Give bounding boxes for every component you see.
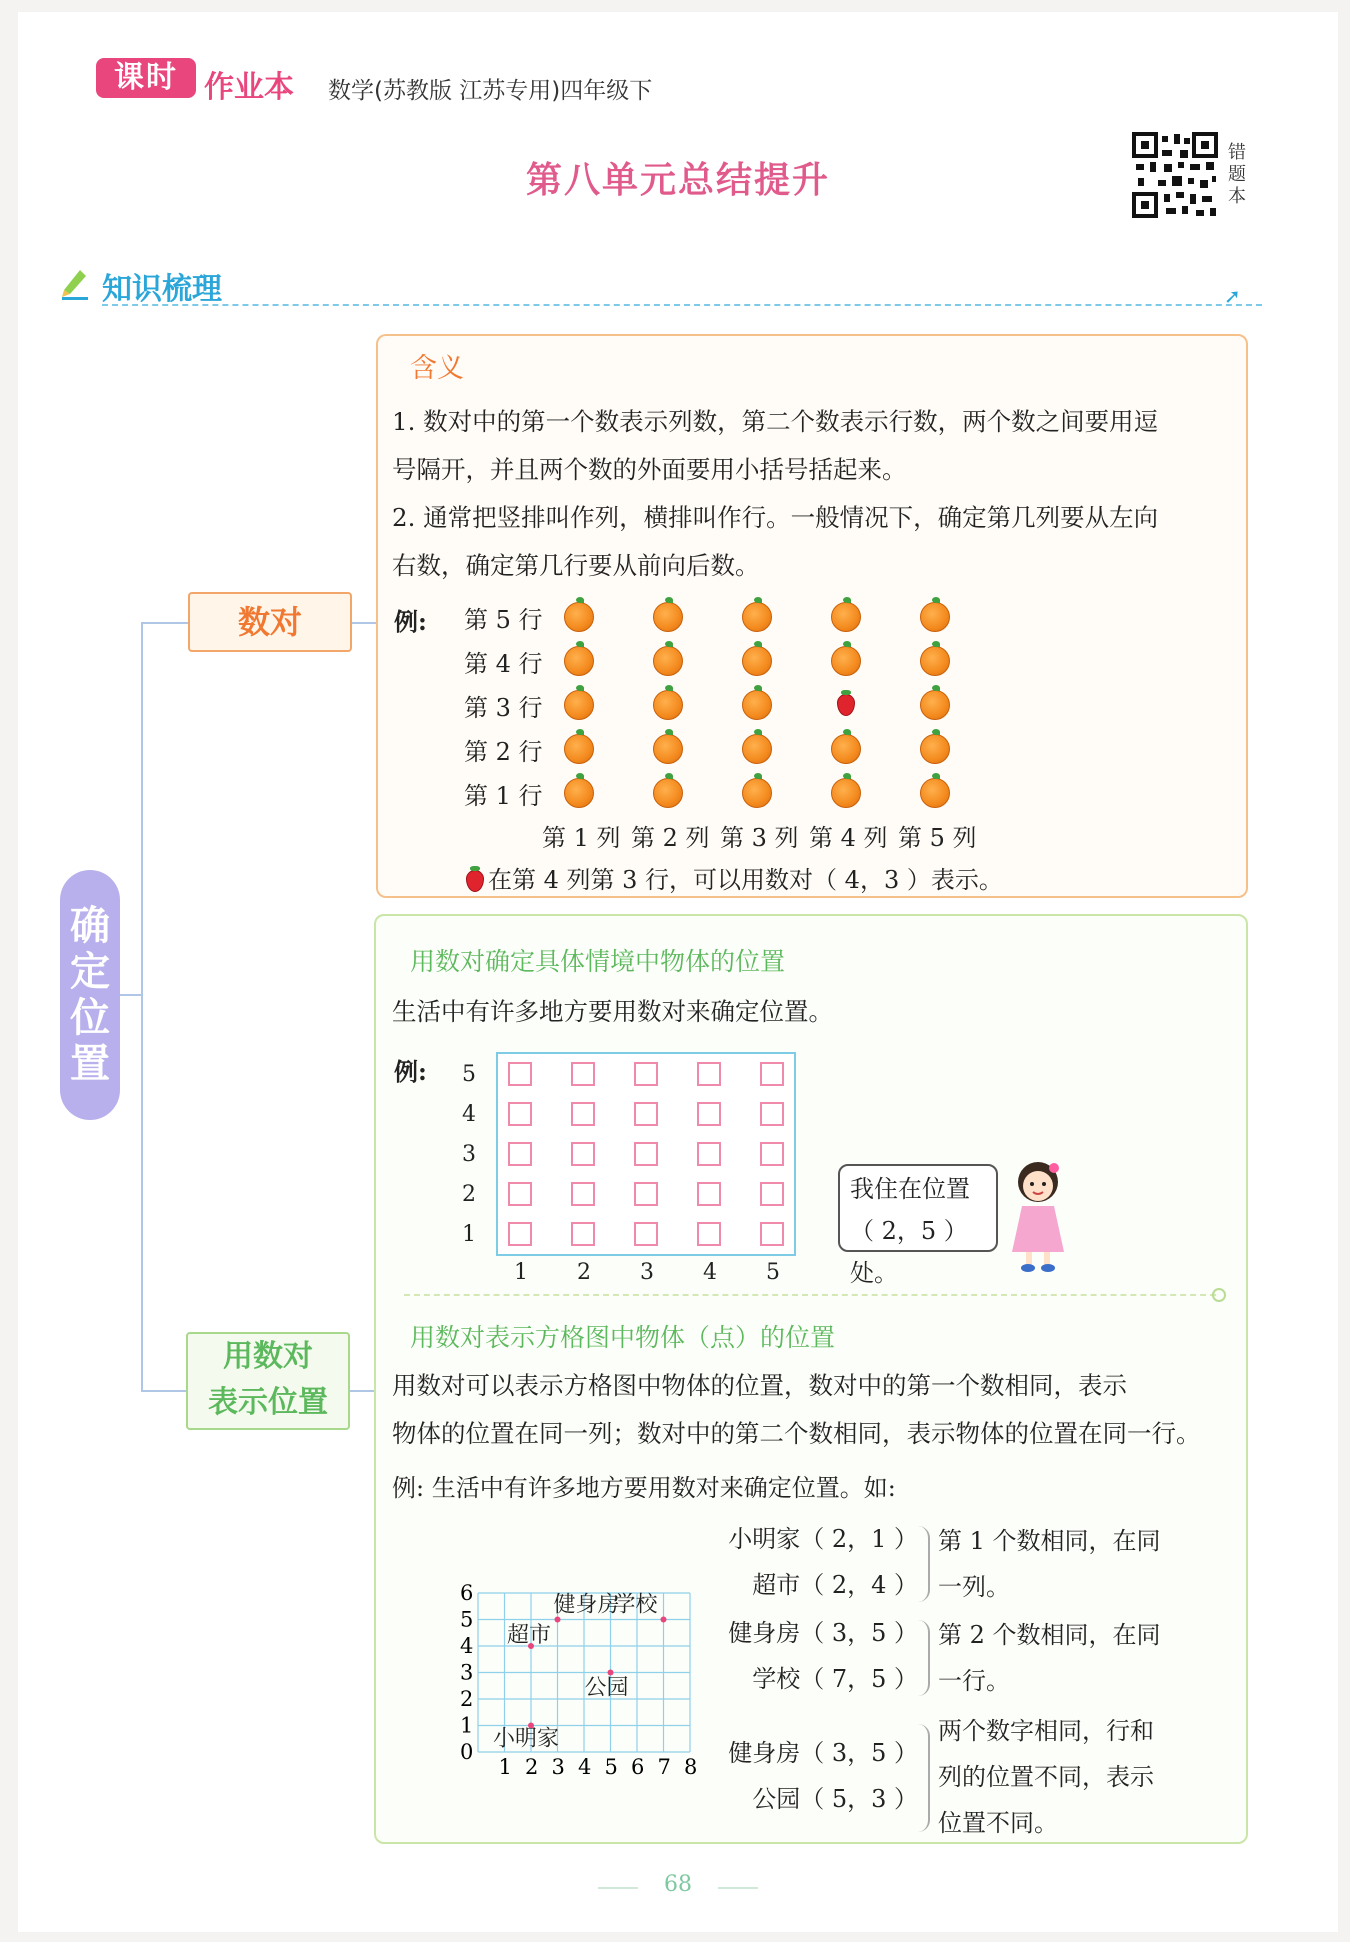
x-tick-label: 6: [631, 1755, 645, 1779]
seat-row-number: 4: [462, 1102, 476, 1127]
seat-cell: [697, 1222, 721, 1246]
y-tick-label: 0: [460, 1740, 474, 1764]
seat-cell: [760, 1222, 784, 1246]
seat-cell: [634, 1142, 658, 1166]
situation-example-label: 例:: [394, 1057, 427, 1086]
meaning-note: 在第 4 列第 3 行，可以用数对（ 4，3 ）表示。: [488, 866, 1003, 894]
orange-icon: [742, 690, 772, 720]
pair1-b: 超市（ 2，4 ）: [752, 1571, 918, 1599]
page: [18, 12, 1338, 1932]
orange-icon: [653, 646, 683, 676]
orange-icon: [564, 734, 594, 764]
note-group-3: [938, 1708, 1154, 1846]
situation-subtitle: 用数对确定具体情境中物体的位置: [410, 947, 786, 976]
tree-branch-pos: [141, 1390, 187, 1392]
point-label: 小明家: [493, 1726, 560, 1752]
seat-cell: [760, 1062, 784, 1086]
seat-cell: [508, 1062, 532, 1086]
bubble-line1: 我住在位置: [850, 1175, 970, 1203]
section-title: 知识梳理: [102, 272, 222, 307]
seat-cell: [697, 1142, 721, 1166]
orange-icon: [742, 734, 772, 764]
node-pos-line2: 表示位置: [208, 1385, 328, 1420]
orange-icon: [653, 778, 683, 808]
x-tick-label: 8: [684, 1755, 698, 1779]
seat-cell: [760, 1142, 784, 1166]
qr-code-icon[interactable]: [1130, 130, 1220, 220]
x-tick-label: 3: [551, 1755, 565, 1779]
orange-icon: [653, 602, 683, 632]
orange-icon: [920, 690, 950, 720]
orange-icon: [831, 778, 861, 808]
seat-cell: [697, 1062, 721, 1086]
x-tick-label: 5: [604, 1755, 618, 1779]
seat-column-number: 3: [640, 1260, 654, 1285]
orange-icon: [831, 646, 861, 676]
y-tick-label: 2: [460, 1687, 474, 1711]
brace-3: [918, 1724, 930, 1832]
seat-row-number: 3: [462, 1142, 476, 1167]
seat-cell: [760, 1102, 784, 1126]
pair2-note1: 第 2 个数相同，在同: [938, 1621, 1161, 1649]
seat-cell: [571, 1182, 595, 1206]
book-info: 数学(苏教版 江苏专用)四年级下: [328, 78, 653, 104]
bubble-line2: （ 2，5 ）处。: [850, 1217, 968, 1287]
orange-icon: [742, 602, 772, 632]
page-number-line-right: [718, 1887, 758, 1889]
meaning-para2-line2: 右数，确定第几行要从前向后数。: [392, 551, 760, 580]
row-label: 第 2 行: [464, 738, 543, 766]
separator-end-dot: [1212, 1288, 1226, 1302]
seat-cell: [697, 1182, 721, 1206]
seat-cell: [571, 1222, 595, 1246]
seat-cell: [634, 1062, 658, 1086]
orange-icon: [564, 646, 594, 676]
node-number-pair: 数对: [188, 592, 352, 652]
seat-cell: [571, 1102, 595, 1126]
speech-bubble: [838, 1164, 998, 1287]
pair-group-2: [718, 1610, 918, 1702]
meaning-subtitle: 含义: [410, 353, 464, 384]
point-marker: [661, 1617, 667, 1623]
grid-subtitle: 用数对表示方格图中物体（点）的位置: [410, 1323, 836, 1352]
point-label: 学校: [613, 1592, 658, 1618]
y-tick-label: 4: [460, 1634, 474, 1658]
note-group-1: [938, 1518, 1161, 1610]
x-tick-label: 7: [657, 1755, 671, 1779]
row-label: 第 3 行: [464, 694, 543, 722]
seat-cell: [634, 1102, 658, 1126]
tree-branch-grid: [346, 1390, 374, 1392]
grid-para-line1: 用数对可以表示方格图中物体的位置，数对中的第一个数相同，表示: [392, 1371, 1127, 1400]
grid-text: [392, 1362, 1242, 1458]
pair3-note3: 位置不同。: [938, 1809, 1058, 1837]
meaning-para1-line2: 号隔开，并且两个数的外面要用小括号括起来。: [392, 455, 907, 484]
seat-row-number: 5: [462, 1062, 476, 1087]
seat-column-number: 5: [766, 1260, 780, 1285]
point-label: 公园: [584, 1675, 629, 1701]
pair2-note2: 一行。: [938, 1667, 1010, 1695]
node-pos-line1: 用数对: [223, 1339, 313, 1374]
pair1-note1: 第 1 个数相同，在同: [938, 1527, 1161, 1555]
seat-column-number: 2: [577, 1260, 591, 1285]
orange-icon: [920, 734, 950, 764]
meaning-text: [392, 398, 1232, 590]
orange-icon: [742, 778, 772, 808]
column-label: 第 5 列: [898, 824, 977, 852]
pair1-a: 小明家（ 2，1 ）: [728, 1525, 918, 1553]
orange-icon: [920, 602, 950, 632]
tree-trunk: [141, 622, 143, 1392]
tree-connector: [120, 994, 142, 996]
column-label: 第 4 列: [809, 824, 888, 852]
pair3-a: 健身房（ 3，5 ）: [728, 1739, 918, 1767]
pencil-icon: [58, 264, 94, 300]
orange-icon: [831, 734, 861, 764]
seat-column-number: 1: [514, 1260, 528, 1285]
pair3-note1: 两个数字相同，行和: [938, 1717, 1154, 1745]
seat-column-number: 4: [703, 1260, 717, 1285]
brace-2: [918, 1620, 930, 1696]
seat-row-number: 2: [462, 1182, 476, 1207]
pair2-a: 健身房（ 3，5 ）: [728, 1619, 918, 1647]
y-tick-label: 6: [460, 1581, 474, 1605]
note-group-2: [938, 1612, 1161, 1704]
seat-cell: [508, 1142, 532, 1166]
y-tick-label: 1: [460, 1713, 474, 1738]
meaning-para1-line1: 1. 数对中的第一个数表示列数，第二个数表示行数，两个数之间要用逗: [392, 407, 1159, 436]
row-label: 第 4 行: [464, 650, 543, 678]
orange-icon: [564, 778, 594, 808]
pair3-b: 公园（ 5，3 ）: [752, 1785, 918, 1813]
coordinate-chart: [438, 1552, 728, 1792]
meaning-para2-line1: 2. 通常把竖排叫作列，横排叫作行。一般情况下，确定第几列要从左向: [392, 503, 1159, 532]
orange-icon: [653, 690, 683, 720]
meaning-example-label: 例:: [394, 607, 427, 636]
orange-icon: [564, 690, 594, 720]
x-tick-label: 1: [498, 1755, 512, 1779]
orange-icon: [742, 646, 772, 676]
tree-branch-pair: [141, 622, 189, 624]
node-represent-position: [186, 1332, 350, 1430]
column-label: 第 3 列: [720, 824, 799, 852]
column-label: 第 1 列: [542, 824, 621, 852]
seat-row-number: 1: [462, 1222, 476, 1247]
y-tick-label: 3: [460, 1660, 474, 1685]
seat-cell: [571, 1142, 595, 1166]
mindmap-root: 确定位置: [60, 870, 120, 1120]
pair-group-3: [718, 1730, 918, 1822]
row-label: 第 5 行: [464, 606, 543, 634]
girl-illustration: [1004, 1154, 1074, 1274]
divider-end-icon: ➚: [1224, 284, 1241, 308]
brand-name: 作业本: [204, 70, 294, 105]
x-tick-label: 4: [578, 1755, 592, 1779]
seat-cell: [571, 1062, 595, 1086]
seat-cell: [508, 1222, 532, 1246]
seat-cell: [697, 1102, 721, 1126]
grid-example-line: 例: 生活中有许多地方要用数对来确定位置。如:: [392, 1474, 896, 1502]
brand-badge: 课时: [96, 58, 196, 98]
seat-cell: [760, 1182, 784, 1206]
orange-icon: [831, 602, 861, 632]
point-label: 健身房: [553, 1592, 620, 1618]
seat-cell: [508, 1182, 532, 1206]
point-label: 超市: [507, 1623, 552, 1648]
column-label: 第 2 列: [631, 824, 710, 852]
grid-para-line2: 物体的位置在同一列；数对中的第二个数相同，表示物体的位置在同一行。: [392, 1419, 1201, 1448]
pair1-note2: 一列。: [938, 1573, 1010, 1601]
row-label: 第 1 行: [464, 782, 543, 810]
page-number: 68: [664, 1872, 692, 1897]
y-tick-label: 5: [460, 1607, 474, 1632]
seat-cell: [634, 1222, 658, 1246]
x-tick-label: 2: [525, 1755, 539, 1779]
section-separator: [404, 1294, 1216, 1296]
unit-title: 第八单元总结提升: [525, 160, 830, 201]
situation-text: 生活中有许多地方要用数对来确定位置。: [392, 997, 833, 1026]
orange-icon: [564, 602, 594, 632]
brace-1: [918, 1526, 930, 1602]
seat-cell: [508, 1102, 532, 1126]
tree-branch-meaning: [348, 622, 376, 624]
orange-icon: [920, 778, 950, 808]
section-divider: [102, 304, 1262, 306]
orange-icon: [920, 646, 950, 676]
seat-cell: [634, 1182, 658, 1206]
pair2-b: 学校（ 7，5 ）: [752, 1665, 918, 1693]
orange-icon: [653, 734, 683, 764]
pair3-note2: 列的位置不同，表示: [938, 1763, 1154, 1791]
qr-label: 错题本: [1228, 142, 1246, 207]
pair-group-1: [718, 1516, 918, 1608]
